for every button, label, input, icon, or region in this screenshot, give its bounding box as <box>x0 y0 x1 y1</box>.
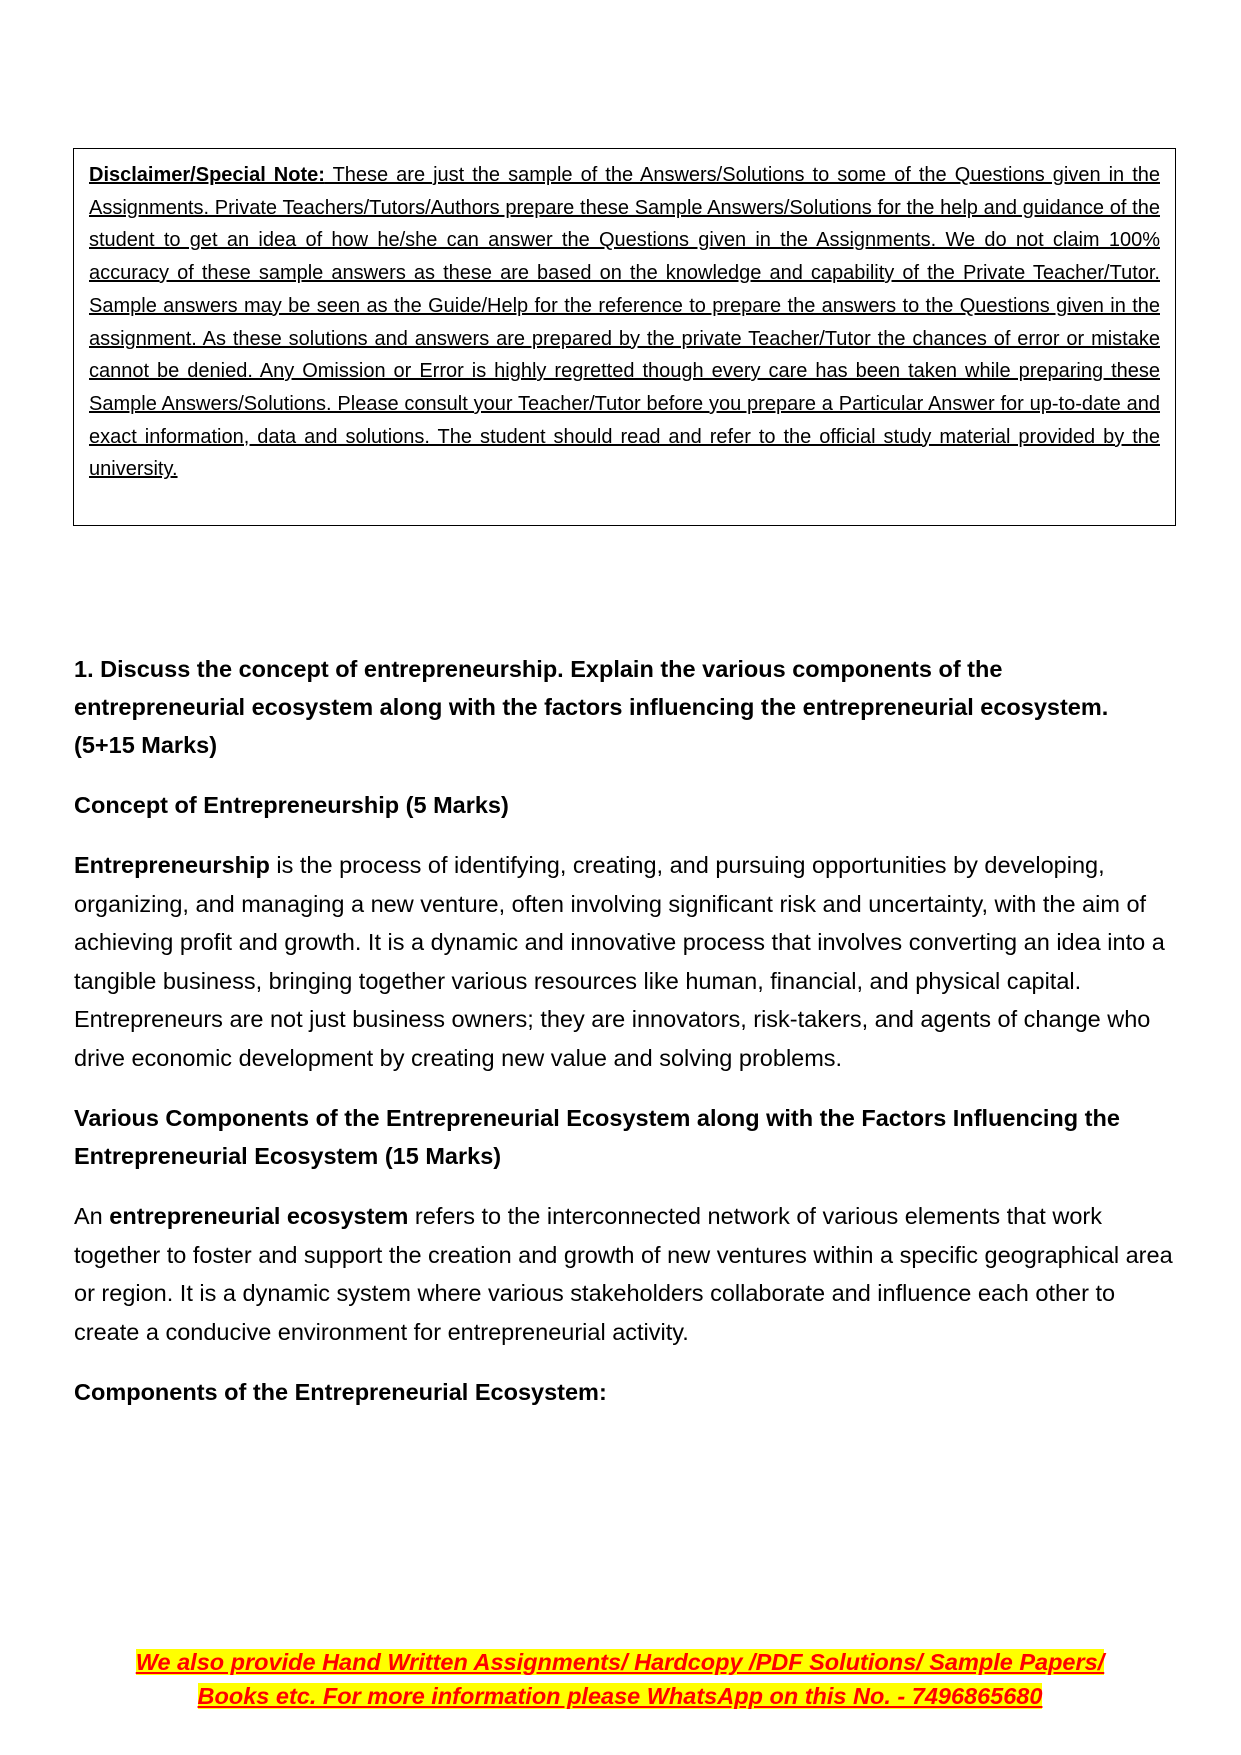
term-entrepreneurial-ecosystem: entrepreneurial ecosystem <box>109 1203 409 1229</box>
answer-content <box>74 650 1174 1433</box>
paragraph-concept <box>74 846 1174 1077</box>
paragraph-concept-text: is the process of identifying, creating, and pursuing opportunities by developing, organizing, and managing a new venture, often involving significant risk and uncertainty, with the aim of achieving profit and growth. It is a dynamic and innovative process that involves converting an idea into a tangible business, bringing together various resources like human, financial, and physical capital. Entrepreneurs are not just business owners; they are innovators, risk-takers, and agents of change who drive economic development by creating new value and solving problems. <box>74 852 1165 1071</box>
disclaimer-label: Disclaimer/Special Note: <box>89 164 325 186</box>
question-title: 1. Discuss the concept of entrepreneurship. Explain the various components of the entrepreneurial ecosystem along with the factors influencing the entrepreneurial ecosystem. (5+15 Marks) <box>74 656 1109 758</box>
disclaimer-text <box>89 159 1160 486</box>
disclaimer-body: These are just the sample of the Answers/Solutions to some of the Questions given in the Assignments. Private Teachers/Tutors/Authors prepare these Sample Answers/Solutions for the help and guidance of the student to get an idea of how he/she can answer the Questions given in the Assignments. We do not claim 100% accuracy of these sample answers as these are based on the knowledge and capability of the Private Teacher/Tutor. Sample answers may be seen as the Guide/Help for the reference to prepare the answers to the Questions given in the assignment. As these solutions and answers are prepared by the private Teacher/Tutor the chances of error or mistake cannot be denied. Any Omission or Error is highly regretted though every care has been taken while preparing these Sample Answers/Solutions. Please consult your Teacher/Tutor before you prepare a Particular Answer for up-to-date and exact information, data and solutions. The student should read and refer to the official study material provided by the university. <box>89 164 1160 481</box>
footer-line-2: Books etc. For more information please WhatsApp on this No. - 7496865680 <box>197 1683 1043 1709</box>
paragraph-ecosystem <box>74 1197 1174 1351</box>
section-heading-concept: Concept of Entrepreneurship (5 Marks) <box>74 792 509 818</box>
disclaimer-box <box>73 148 1176 526</box>
paragraph-ecosystem-text: refers to the interconnected network of various elements that work together to foster and support the creation and growth of new ventures within a specific geographical area or region. It is a dynamic system where various stakeholders collaborate and influence each other to create a conducive environment for entrepreneurial activity. <box>74 1203 1173 1345</box>
section-heading-components-factors: Various Components of the Entrepreneurial Ecosystem along with the Factors Influencing the Entrepreneurial Ecosystem (15 Marks) <box>74 1105 1120 1169</box>
footer-promo <box>80 1645 1160 1713</box>
footer-line-1: We also provide Hand Written Assignments/ Hardcopy /PDF Solutions/ Sample Papers/ <box>135 1649 1105 1675</box>
paragraph-ecosystem-prefix: An <box>74 1203 110 1229</box>
term-entrepreneurship: Entrepreneurship <box>74 852 270 878</box>
section-heading-components: Components of the Entrepreneurial Ecosystem: <box>74 1379 607 1405</box>
